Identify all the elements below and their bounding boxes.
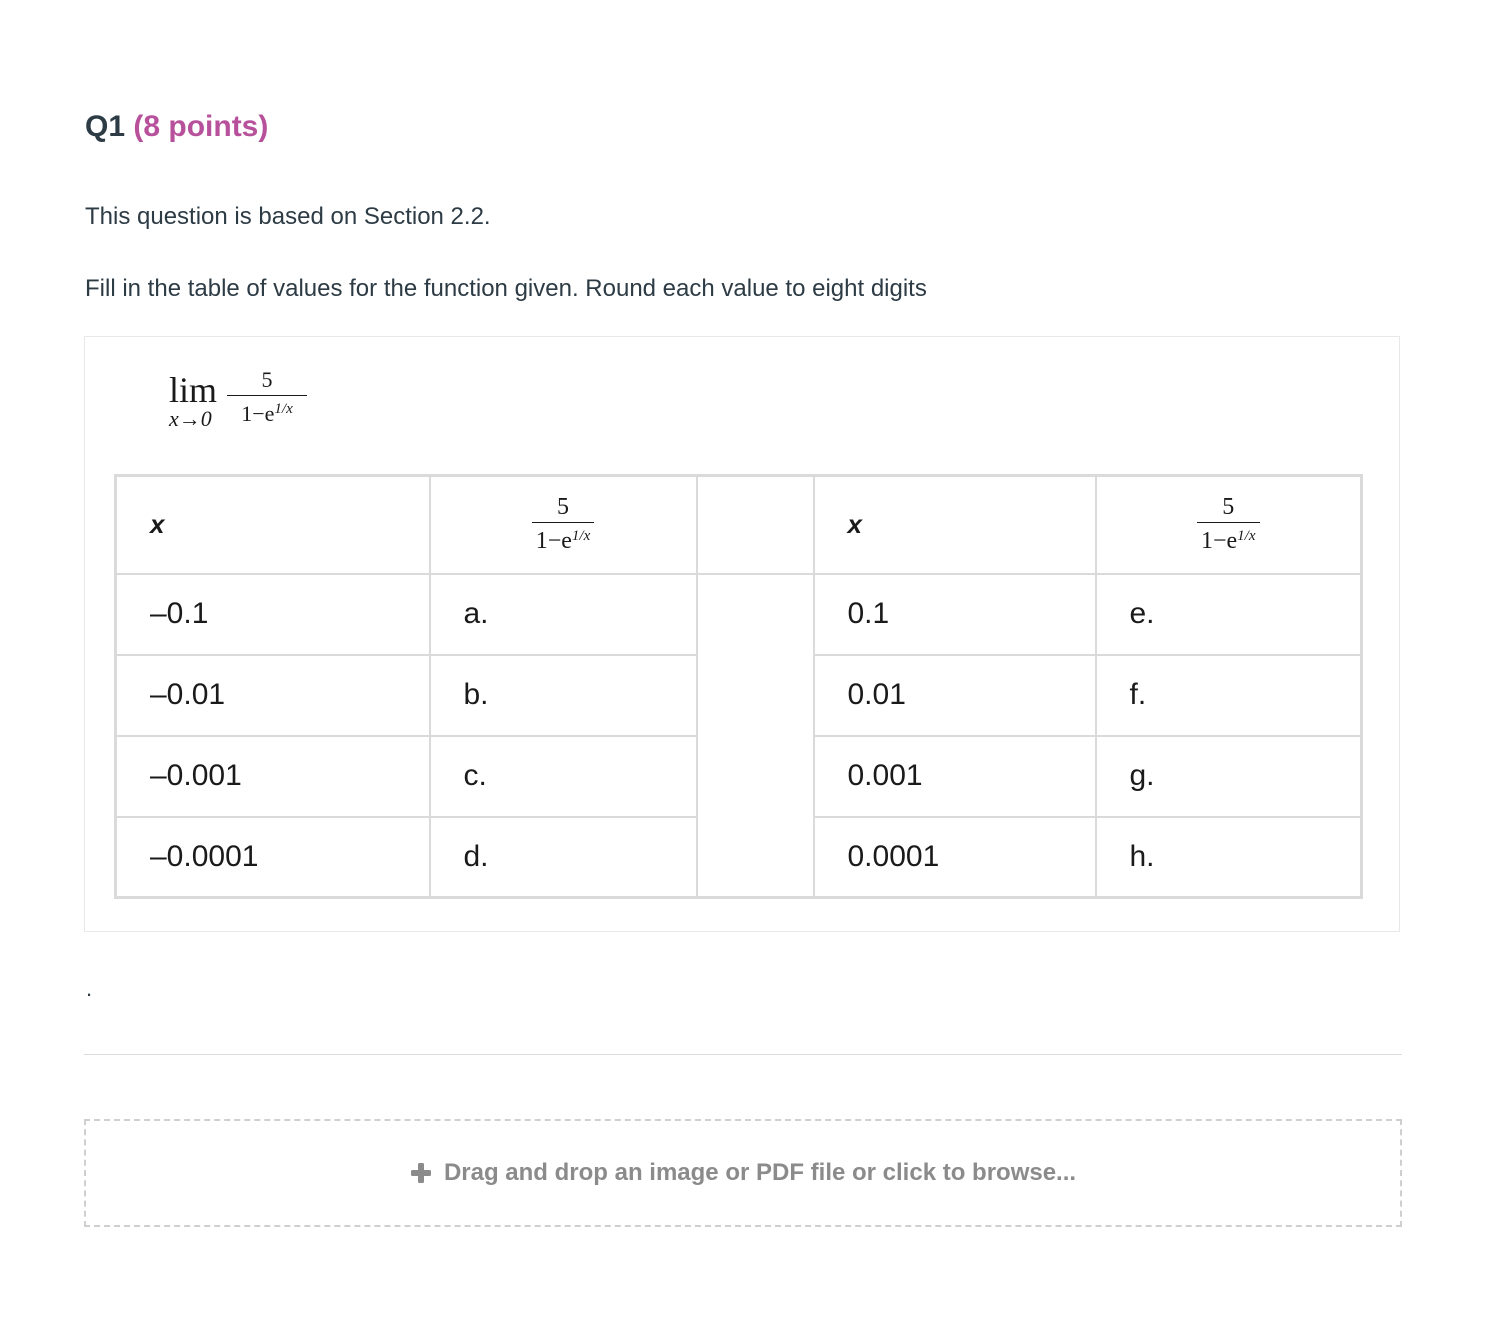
header-function-denominator-exponent: 1/x	[571, 527, 591, 544]
question-points: (8 points)	[133, 110, 269, 143]
plus-icon	[410, 1162, 432, 1184]
header-function-numerator: 5	[556, 493, 569, 520]
answer-label-cell: a.	[430, 574, 697, 655]
section-divider	[84, 1054, 1402, 1055]
dropzone-label[interactable]: Drag and drop an image or PDF file or click to browse...	[443, 1159, 1077, 1186]
limit-word: lim	[169, 370, 218, 410]
limit-denominator	[227, 395, 307, 427]
header-function-numerator: 5	[1222, 493, 1235, 520]
x-value-cell: –0.1	[116, 574, 430, 655]
answer-label-cell: g.	[1096, 736, 1362, 817]
limit-denominator-base: 1−e	[241, 401, 275, 426]
file-upload-dropzone[interactable]	[84, 1119, 1402, 1227]
header-function-denominator-base: 1−e	[1200, 527, 1238, 554]
header-function-denominator-base: 1−e	[535, 527, 572, 554]
x-value-cell: 0.0001	[814, 817, 1096, 898]
answer-label-cell: f.	[1096, 655, 1362, 736]
dropzone-content[interactable]	[410, 1159, 1076, 1187]
header-x-right: x	[814, 476, 1096, 574]
question-number: Q1	[85, 110, 126, 143]
header-function-left	[430, 476, 697, 574]
x-value-cell: –0.001	[116, 736, 430, 817]
answer-label-cell: d.	[430, 817, 697, 898]
x-value-cell: –0.01	[116, 655, 430, 736]
answer-label-cell: c.	[430, 736, 697, 817]
question-instructions: Fill in the table of values for the function given. Round each value to eight digits	[85, 275, 927, 302]
table-header-row	[116, 476, 1362, 574]
x-value-cell: –0.0001	[116, 817, 430, 898]
header-function-denominator	[532, 522, 595, 554]
answer-label-cell: b.	[430, 655, 697, 736]
values-table	[114, 474, 1363, 899]
limit-numerator: 5	[261, 367, 273, 392]
question-title	[85, 110, 268, 144]
limit-fraction	[227, 367, 307, 427]
header-function-right	[1096, 476, 1362, 574]
table-row	[116, 574, 1362, 655]
header-function-denominator	[1197, 522, 1260, 554]
limit-subscript: x→0	[169, 406, 212, 431]
x-value-cell: 0.1	[814, 574, 1096, 655]
trailing-period: .	[86, 976, 93, 1001]
table-spacer-column	[697, 574, 814, 898]
question-intro: This question is based on Section 2.2.	[85, 203, 491, 230]
answer-label-cell: h.	[1096, 817, 1362, 898]
limit-denominator-exponent: 1/x	[274, 401, 293, 417]
header-function-fraction	[1197, 494, 1260, 554]
header-x-left: x	[116, 476, 430, 574]
limit-expression	[169, 367, 319, 437]
answer-label-cell: e.	[1096, 574, 1362, 655]
header-function-fraction	[532, 494, 595, 554]
x-value-cell: 0.01	[814, 655, 1096, 736]
header-function-denominator-exponent: 1/x	[1237, 527, 1256, 544]
x-value-cell: 0.001	[814, 736, 1096, 817]
header-spacer	[697, 476, 814, 574]
question-figure	[84, 336, 1400, 932]
